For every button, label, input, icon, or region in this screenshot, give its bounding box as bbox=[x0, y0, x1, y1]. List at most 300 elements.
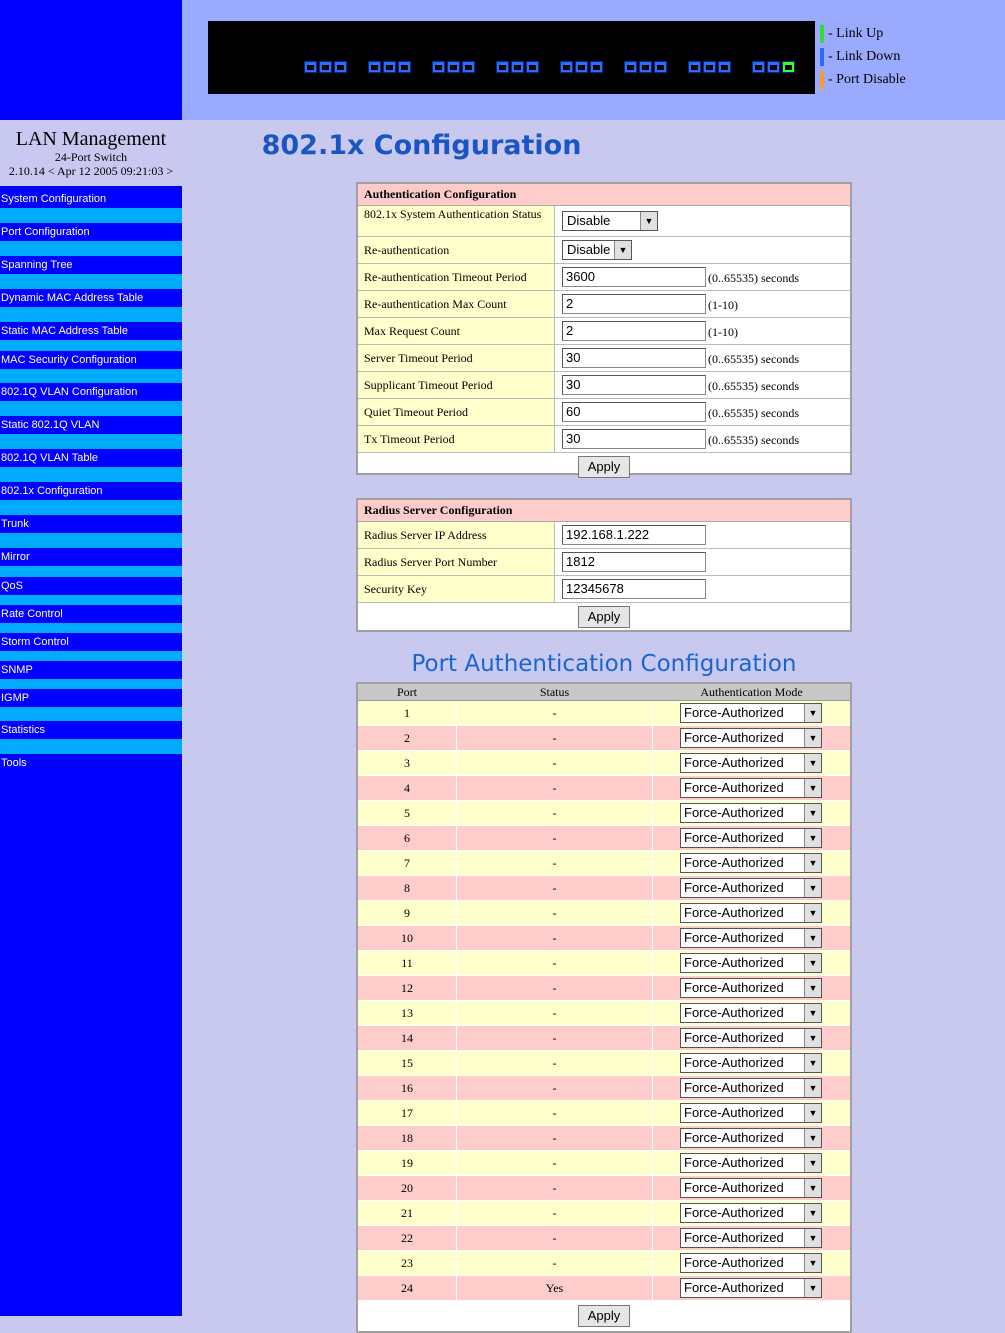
auth-mode-select[interactable] bbox=[680, 753, 822, 773]
system-auth-status-label: 802.1x System Authentication Status bbox=[358, 206, 555, 236]
menu-separator bbox=[0, 241, 182, 256]
port-number: 4 bbox=[358, 776, 457, 800]
port-status: - bbox=[457, 926, 653, 950]
port-status: - bbox=[457, 1151, 653, 1175]
radius-apply-row bbox=[358, 603, 850, 631]
col-status-header: Status bbox=[539, 685, 570, 699]
sidebar-item[interactable]: Static 802.1Q VLAN bbox=[1, 419, 100, 431]
table-row bbox=[358, 1276, 850, 1301]
table-row bbox=[358, 1026, 850, 1051]
menu-separator bbox=[0, 274, 182, 289]
auth-mode-select[interactable] bbox=[680, 1128, 822, 1148]
auth-mode-select[interactable] bbox=[680, 1228, 822, 1248]
table-row bbox=[358, 1126, 850, 1151]
sidebar-item[interactable]: Rate Control bbox=[1, 608, 63, 620]
legend-port-disable bbox=[820, 71, 906, 89]
select-value: Force-Authorized bbox=[684, 855, 784, 870]
quiet-timeout-input[interactable]: 60 bbox=[562, 402, 706, 422]
select-value: Force-Authorized bbox=[684, 780, 784, 795]
legend-label: - Link Down bbox=[828, 49, 901, 64]
legend-label: - Port Disable bbox=[828, 72, 906, 87]
port-number: 18 bbox=[358, 1126, 457, 1150]
table-row bbox=[358, 751, 850, 776]
select-value: Force-Authorized bbox=[684, 1130, 784, 1145]
switch-port-icon[interactable] bbox=[560, 61, 573, 73]
link-down-icon bbox=[820, 48, 824, 66]
port-jack-icon bbox=[691, 65, 698, 70]
security-key-label: Security Key bbox=[358, 576, 555, 602]
table-row bbox=[358, 1176, 850, 1201]
switch-port-icon[interactable] bbox=[639, 61, 652, 73]
select-value: Force-Authorized bbox=[684, 905, 784, 920]
supplicant-timeout-input[interactable]: 30 bbox=[562, 375, 706, 395]
radius-port-input[interactable]: 1812 bbox=[562, 552, 706, 572]
menu-separator bbox=[0, 651, 182, 661]
menu-separator bbox=[0, 623, 182, 633]
chevron-down-icon: ▼ bbox=[804, 1054, 821, 1072]
port-number: 9 bbox=[358, 901, 457, 925]
port-status: - bbox=[457, 1076, 653, 1100]
auth-mode-select[interactable] bbox=[680, 803, 822, 823]
sidebar-item[interactable]: System Configuration bbox=[1, 193, 107, 205]
auth-mode-select[interactable] bbox=[680, 1253, 822, 1273]
port-number: 15 bbox=[358, 1051, 457, 1075]
select-value: Force-Authorized bbox=[684, 730, 784, 745]
auth-mode-select[interactable] bbox=[680, 1203, 822, 1223]
sidebar-item[interactable]: SNMP bbox=[1, 664, 33, 676]
col-mode-header: Authentication Mode bbox=[700, 685, 803, 699]
auth-mode-select[interactable] bbox=[680, 1103, 822, 1123]
auth-mode-select[interactable] bbox=[680, 1028, 822, 1048]
sidebar-item[interactable]: Tools bbox=[1, 757, 27, 769]
radius-apply-button[interactable]: Apply bbox=[578, 606, 630, 628]
port-status: - bbox=[457, 751, 653, 775]
menu-separator bbox=[0, 707, 182, 721]
table-row bbox=[358, 776, 850, 801]
port-jack-icon bbox=[755, 65, 762, 70]
max-request-input[interactable]: 2 bbox=[562, 321, 706, 341]
tx-timeout-label: Tx Timeout Period bbox=[358, 426, 555, 452]
menu-separator bbox=[0, 369, 182, 383]
sidebar-item[interactable]: Dynamic MAC Address Table bbox=[1, 292, 144, 304]
select-value: Force-Authorized bbox=[684, 1205, 784, 1220]
chevron-down-icon: ▼ bbox=[804, 1104, 821, 1122]
port-status: - bbox=[457, 726, 653, 750]
tx-timeout-hint: (0..65535) seconds bbox=[708, 433, 799, 447]
switch-port-icon[interactable] bbox=[767, 61, 780, 73]
radius-server-panel bbox=[356, 498, 852, 632]
legend-label: - Link Up bbox=[828, 26, 884, 41]
auth-mode-select[interactable] bbox=[680, 1153, 822, 1173]
port-status: - bbox=[457, 1051, 653, 1075]
menu-separator bbox=[0, 739, 182, 754]
row-supplicant-timeout bbox=[358, 372, 850, 399]
auth-mode-select[interactable] bbox=[680, 953, 822, 973]
port-status: - bbox=[457, 1126, 653, 1150]
table-row bbox=[358, 1151, 850, 1176]
switch-port-icon[interactable] bbox=[383, 61, 396, 73]
select-value: Force-Authorized bbox=[684, 1080, 784, 1095]
menu-separator bbox=[0, 500, 182, 515]
switch-port-icon[interactable] bbox=[752, 61, 765, 73]
chevron-down-icon: ▼ bbox=[804, 1154, 821, 1172]
auth-mode-select[interactable] bbox=[680, 703, 822, 723]
port-jack-icon bbox=[721, 65, 728, 70]
port-jack-icon bbox=[514, 65, 521, 70]
port-jack-icon bbox=[593, 65, 600, 70]
table-row bbox=[358, 1226, 850, 1251]
chevron-down-icon: ▼ bbox=[804, 1004, 821, 1022]
port-status: - bbox=[457, 876, 653, 900]
port-number: 1 bbox=[358, 701, 457, 725]
chevron-down-icon: ▼ bbox=[804, 1129, 821, 1147]
port-disable-icon bbox=[820, 71, 824, 89]
table-row bbox=[358, 876, 850, 901]
logo-area bbox=[0, 0, 182, 120]
chevron-down-icon: ▼ bbox=[804, 1204, 821, 1222]
port-jack-icon bbox=[563, 65, 570, 70]
chevron-down-icon: ▼ bbox=[804, 904, 821, 922]
port-jack-icon bbox=[657, 65, 664, 70]
chevron-down-icon: ▼ bbox=[804, 754, 821, 772]
reauth-select[interactable] bbox=[562, 240, 632, 260]
select-value: Force-Authorized bbox=[684, 805, 784, 820]
switch-port-icon[interactable] bbox=[462, 61, 475, 73]
brand-version: 2.10.14 < Apr 12 2005 09:21:03 > bbox=[8, 164, 174, 178]
row-reauth bbox=[358, 237, 850, 264]
menu-separator bbox=[0, 434, 182, 449]
select-value: Force-Authorized bbox=[684, 1230, 784, 1245]
switch-port-icon[interactable] bbox=[575, 61, 588, 73]
port-jack-icon bbox=[578, 65, 585, 70]
port-status: - bbox=[457, 851, 653, 875]
chevron-down-icon: ▼ bbox=[804, 1254, 821, 1272]
select-value: Force-Authorized bbox=[684, 755, 784, 770]
chevron-down-icon: ▼ bbox=[640, 212, 657, 230]
select-value: Disable bbox=[567, 213, 611, 228]
auth-mode-select[interactable] bbox=[680, 978, 822, 998]
auth-mode-select[interactable] bbox=[680, 1178, 822, 1198]
select-value: Force-Authorized bbox=[684, 705, 784, 720]
chevron-down-icon: ▼ bbox=[804, 804, 821, 822]
port-status: - bbox=[457, 776, 653, 800]
row-reauth-timeout bbox=[358, 264, 850, 291]
menu-separator bbox=[0, 679, 182, 689]
sidebar-item[interactable]: 802.1Q VLAN Configuration bbox=[1, 386, 138, 398]
switch-port-icon[interactable] bbox=[432, 61, 445, 73]
select-value: Force-Authorized bbox=[684, 1280, 784, 1295]
chevron-down-icon: ▼ bbox=[614, 241, 631, 259]
port-jack-icon bbox=[529, 65, 536, 70]
row-radius-ip bbox=[358, 522, 850, 549]
table-row bbox=[358, 826, 850, 851]
port-jack-icon bbox=[706, 65, 713, 70]
chevron-down-icon: ▼ bbox=[804, 1279, 821, 1297]
port-status: - bbox=[457, 801, 653, 825]
max-request-label: Max Request Count bbox=[358, 318, 555, 344]
port-number: 10 bbox=[358, 926, 457, 950]
select-value: Force-Authorized bbox=[684, 1155, 784, 1170]
switch-port-panel bbox=[208, 21, 815, 94]
max-request-hint: (1-10) bbox=[708, 325, 738, 339]
sidebar-item[interactable]: Mirror bbox=[1, 551, 30, 563]
header bbox=[182, 0, 1005, 120]
port-status: - bbox=[457, 901, 653, 925]
auth-panel-heading: Authentication Configuration bbox=[358, 184, 850, 206]
legend-link-down bbox=[820, 48, 900, 66]
chevron-down-icon: ▼ bbox=[804, 929, 821, 947]
sidebar-item[interactable]: QoS bbox=[1, 580, 24, 592]
chevron-down-icon: ▼ bbox=[804, 1229, 821, 1247]
port-status: - bbox=[457, 976, 653, 1000]
supplicant-timeout-hint: (0..65535) seconds bbox=[708, 379, 799, 393]
port-jack-icon bbox=[450, 65, 457, 70]
sidebar-item[interactable]: Port Configuration bbox=[1, 226, 90, 238]
col-port-header: Port bbox=[396, 685, 417, 699]
chevron-down-icon: ▼ bbox=[804, 1079, 821, 1097]
chevron-down-icon: ▼ bbox=[804, 704, 821, 722]
server-timeout-hint: (0..65535) seconds bbox=[708, 352, 799, 366]
menu-separator bbox=[0, 401, 182, 416]
auth-mode-select[interactable] bbox=[680, 778, 822, 798]
select-value: Force-Authorized bbox=[684, 880, 784, 895]
table-row bbox=[358, 1101, 850, 1126]
port-number: 3 bbox=[358, 751, 457, 775]
auth-mode-select[interactable] bbox=[680, 1278, 822, 1298]
port-status: - bbox=[457, 701, 653, 725]
radius-port-label: Radius Server Port Number bbox=[358, 549, 555, 575]
port-number: 24 bbox=[358, 1276, 457, 1300]
reauth-timeout-label: Re-authentication Timeout Period bbox=[358, 264, 555, 290]
supplicant-timeout-label: Supplicant Timeout Period bbox=[358, 372, 555, 398]
port-jack-icon bbox=[371, 65, 378, 70]
switch-port-icon[interactable] bbox=[526, 61, 539, 73]
port-number: 21 bbox=[358, 1201, 457, 1225]
server-timeout-input[interactable]: 30 bbox=[562, 348, 706, 368]
port-number: 11 bbox=[358, 951, 457, 975]
chevron-down-icon: ▼ bbox=[804, 954, 821, 972]
switch-port-icon[interactable] bbox=[319, 61, 332, 73]
sidebar-item[interactable]: MAC Security Configuration bbox=[1, 354, 137, 366]
reauth-max-input[interactable]: 2 bbox=[562, 294, 706, 314]
menu-separator bbox=[0, 533, 182, 548]
reauth-max-hint: (1-10) bbox=[708, 298, 738, 312]
port-status: - bbox=[457, 1001, 653, 1025]
port-jack-icon bbox=[435, 65, 442, 70]
menu-separator bbox=[0, 340, 182, 351]
port-jack-icon bbox=[627, 65, 634, 70]
switch-port-icon[interactable] bbox=[398, 61, 411, 73]
switch-port-icon[interactable] bbox=[368, 61, 381, 73]
port-number: 6 bbox=[358, 826, 457, 850]
port-number: 16 bbox=[358, 1076, 457, 1100]
table-row bbox=[358, 976, 850, 1001]
auth-mode-select[interactable] bbox=[680, 828, 822, 848]
port-status: - bbox=[457, 1026, 653, 1050]
switch-port-icon[interactable] bbox=[688, 61, 701, 73]
port-number: 8 bbox=[358, 876, 457, 900]
table-row bbox=[358, 1051, 850, 1076]
switch-port-icon[interactable] bbox=[782, 61, 795, 73]
chevron-down-icon: ▼ bbox=[804, 1179, 821, 1197]
page-title: 802.1x Configuration bbox=[261, 130, 582, 161]
select-value: Force-Authorized bbox=[684, 955, 784, 970]
port-auth-apply-button[interactable]: Apply bbox=[578, 1305, 630, 1327]
select-value: Force-Authorized bbox=[684, 830, 784, 845]
switch-port-icon[interactable] bbox=[304, 61, 317, 73]
menu-separator bbox=[0, 208, 182, 223]
tx-timeout-input[interactable]: 30 bbox=[562, 429, 706, 449]
brand-subtitle: 24-Port Switch bbox=[54, 150, 128, 164]
sidebar-item[interactable]: 802.1Q VLAN Table bbox=[1, 452, 99, 464]
port-number: 12 bbox=[358, 976, 457, 1000]
port-status: - bbox=[457, 1201, 653, 1225]
switch-port-icon[interactable] bbox=[654, 61, 667, 73]
radius-ip-label: Radius Server IP Address bbox=[358, 522, 555, 548]
quiet-timeout-hint: (0..65535) seconds bbox=[708, 406, 799, 420]
port-jack-icon bbox=[337, 65, 344, 70]
port-number: 5 bbox=[358, 801, 457, 825]
quiet-timeout-label: Quiet Timeout Period bbox=[358, 399, 555, 425]
server-timeout-label: Server Timeout Period bbox=[358, 345, 555, 371]
chevron-down-icon: ▼ bbox=[804, 854, 821, 872]
chevron-down-icon: ▼ bbox=[804, 1029, 821, 1047]
sidebar-item[interactable]: Static MAC Address Table bbox=[1, 325, 128, 337]
reauth-label: Re-authentication bbox=[358, 237, 555, 263]
auth-apply-button[interactable]: Apply bbox=[578, 456, 630, 478]
port-auth-title: Port Authentication Configuration bbox=[411, 651, 797, 677]
port-rows bbox=[358, 701, 850, 1301]
port-jack-icon bbox=[642, 65, 649, 70]
auth-mode-select[interactable] bbox=[680, 1003, 822, 1023]
row-system-auth-status bbox=[358, 206, 850, 237]
port-jack-icon bbox=[785, 65, 792, 70]
security-key-input[interactable]: 12345678 bbox=[562, 579, 706, 599]
port-number: 17 bbox=[358, 1101, 457, 1125]
port-status: - bbox=[457, 1251, 653, 1275]
chevron-down-icon: ▼ bbox=[804, 779, 821, 797]
table-row bbox=[358, 1076, 850, 1101]
auth-mode-select[interactable] bbox=[680, 878, 822, 898]
auth-apply-row bbox=[358, 453, 850, 481]
menu-separator bbox=[0, 467, 182, 482]
sidebar-item[interactable]: Statistics bbox=[1, 724, 46, 736]
table-row bbox=[358, 926, 850, 951]
select-value: Force-Authorized bbox=[684, 1005, 784, 1020]
row-radius-port bbox=[358, 549, 850, 576]
brand-title: LAN Management bbox=[15, 128, 167, 150]
port-status: - bbox=[457, 1226, 653, 1250]
sidebar-item[interactable]: Spanning Tree bbox=[1, 259, 73, 271]
chevron-down-icon: ▼ bbox=[804, 729, 821, 747]
switch-port-icon[interactable] bbox=[590, 61, 603, 73]
system-auth-status-select[interactable] bbox=[562, 211, 658, 231]
menu-separator bbox=[0, 595, 182, 605]
port-jack-icon bbox=[465, 65, 472, 70]
authentication-config-panel bbox=[356, 182, 852, 475]
radius-panel-heading: Radius Server Configuration bbox=[358, 500, 850, 522]
sidebar-item[interactable]: 802.1x Configuration bbox=[1, 485, 103, 497]
chevron-down-icon: ▼ bbox=[804, 879, 821, 897]
auth-mode-select[interactable] bbox=[680, 928, 822, 948]
port-jack-icon bbox=[386, 65, 393, 70]
select-value: Force-Authorized bbox=[684, 930, 784, 945]
link-up-icon bbox=[820, 25, 824, 43]
table-row bbox=[358, 1201, 850, 1226]
reauth-timeout-hint: (0..65535) seconds bbox=[708, 271, 799, 285]
table-row bbox=[358, 726, 850, 751]
table-row bbox=[358, 1251, 850, 1276]
select-value: Force-Authorized bbox=[684, 1030, 784, 1045]
auth-mode-select[interactable] bbox=[680, 728, 822, 748]
port-number: 2 bbox=[358, 726, 457, 750]
auth-mode-select[interactable] bbox=[680, 1078, 822, 1098]
port-status: - bbox=[457, 1101, 653, 1125]
table-row bbox=[358, 801, 850, 826]
radius-ip-input[interactable]: 192.168.1.222 bbox=[562, 525, 706, 545]
switch-port-icon[interactable] bbox=[624, 61, 637, 73]
auth-mode-select[interactable] bbox=[680, 903, 822, 923]
menu-separator bbox=[0, 307, 182, 322]
port-jack-icon bbox=[322, 65, 329, 70]
port-number: 7 bbox=[358, 851, 457, 875]
legend-link-up bbox=[820, 25, 883, 43]
sidebar-item[interactable]: IGMP bbox=[1, 692, 30, 704]
port-number: 19 bbox=[358, 1151, 457, 1175]
auth-mode-select[interactable] bbox=[680, 853, 822, 873]
chevron-down-icon: ▼ bbox=[804, 979, 821, 997]
sidebar bbox=[0, 0, 182, 1316]
row-reauth-max bbox=[358, 291, 850, 318]
reauth-max-label: Re-authentication Max Count bbox=[358, 291, 555, 317]
switch-port-icon[interactable] bbox=[447, 61, 460, 73]
table-row bbox=[358, 851, 850, 876]
port-status: Yes bbox=[457, 1276, 653, 1300]
auth-mode-select[interactable] bbox=[680, 1053, 822, 1073]
switch-port-icon[interactable] bbox=[334, 61, 347, 73]
sidebar-item[interactable]: Trunk bbox=[1, 518, 29, 530]
port-number: 23 bbox=[358, 1251, 457, 1275]
port-apply-row bbox=[358, 1301, 850, 1331]
sidebar-item[interactable]: Storm Control bbox=[1, 636, 69, 648]
table-row bbox=[358, 701, 850, 726]
switch-port-icon[interactable] bbox=[511, 61, 524, 73]
port-jack-icon bbox=[499, 65, 506, 70]
switch-port-icon[interactable] bbox=[496, 61, 509, 73]
table-row bbox=[358, 1001, 850, 1026]
chevron-down-icon: ▼ bbox=[804, 829, 821, 847]
port-jack-icon bbox=[401, 65, 408, 70]
port-status: - bbox=[457, 951, 653, 975]
port-status: - bbox=[457, 1176, 653, 1200]
table-header bbox=[358, 684, 850, 701]
select-value: Force-Authorized bbox=[684, 1180, 784, 1195]
switch-port-icon[interactable] bbox=[703, 61, 716, 73]
row-quiet-timeout bbox=[358, 399, 850, 426]
port-number: 13 bbox=[358, 1001, 457, 1025]
select-value: Disable bbox=[567, 242, 611, 257]
menu-separator bbox=[0, 566, 182, 577]
row-max-request bbox=[358, 318, 850, 345]
row-server-timeout bbox=[358, 345, 850, 372]
port-number: 22 bbox=[358, 1226, 457, 1250]
port-status: - bbox=[457, 826, 653, 850]
port-number: 20 bbox=[358, 1176, 457, 1200]
reauth-timeout-input[interactable]: 3600 bbox=[562, 267, 706, 287]
table-row bbox=[358, 901, 850, 926]
switch-port-icon[interactable] bbox=[718, 61, 731, 73]
select-value: Force-Authorized bbox=[684, 1055, 784, 1070]
